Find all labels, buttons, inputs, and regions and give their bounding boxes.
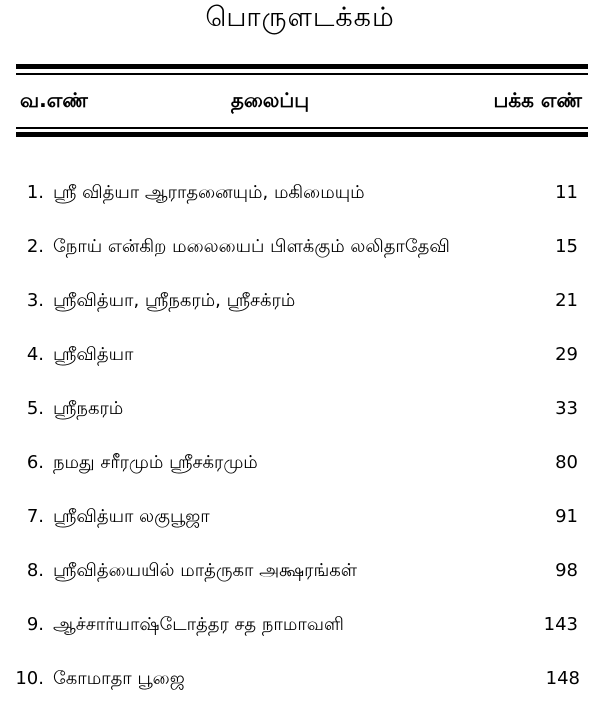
entry-title: ஸ்ரீவித்யா லகுபூஜா <box>53 506 210 527</box>
entry-page: 29 <box>555 344 578 365</box>
entry-title: ஸ்ரீவித்யா <box>53 344 134 365</box>
toc-entry <box>0 280 600 334</box>
entry-title: ஆச்சார்யாஷ்டோத்தர சத நாமாவளி <box>53 614 344 635</box>
column-header-page: பக்க எண் <box>493 88 582 112</box>
toc-entry <box>0 334 600 388</box>
entry-page: 80 <box>555 452 578 473</box>
entry-number: 4. <box>26 344 44 365</box>
column-header-title: தலைப்பு <box>230 88 310 112</box>
entry-title: ஸ்ரீ வித்யா ஆராதனையும், மகிமையும் <box>53 182 365 203</box>
entry-page: 15 <box>555 236 578 257</box>
entry-title: நமது சரீரமும் ஸ்ரீசக்ரமும் <box>53 452 258 473</box>
toc-entry <box>0 550 600 604</box>
header-top-thick-rule <box>16 64 588 69</box>
toc-list <box>0 172 600 712</box>
entry-number: 1. <box>26 182 44 203</box>
header-bottom-thin-rule <box>16 127 588 129</box>
toc-entry <box>0 172 600 226</box>
entry-number: 3. <box>26 290 44 311</box>
entry-page: 33 <box>555 398 578 419</box>
entry-title: ஸ்ரீநகரம் <box>53 398 124 419</box>
entry-number: 10. <box>15 668 44 689</box>
entry-number: 8. <box>26 560 44 581</box>
column-header-number: வ.எண் <box>20 88 88 112</box>
toc-entry <box>0 442 600 496</box>
entry-page: 11 <box>555 182 578 203</box>
toc-entry <box>0 226 600 280</box>
toc-entry <box>0 658 600 712</box>
toc-entry <box>0 388 600 442</box>
entry-page: 91 <box>555 506 578 527</box>
entry-title: நோய் என்கிற மலையைப் பிளக்கும் லலிதாதேவி <box>53 236 450 257</box>
entry-page: 21 <box>555 290 578 311</box>
entry-number: 5. <box>26 398 44 419</box>
entry-page: 148 <box>545 668 580 689</box>
entry-title: கோமாதா பூஜை <box>53 668 185 689</box>
header-bottom-thick-rule <box>16 132 588 137</box>
toc-entry <box>0 496 600 550</box>
entry-title: ஸ்ரீவித்யா, ஸ்ரீநகரம், ஸ்ரீசக்ரம் <box>53 290 296 311</box>
entry-page: 98 <box>555 560 578 581</box>
entry-number: 2. <box>26 236 44 257</box>
entry-page: 143 <box>543 614 578 635</box>
toc-entry <box>0 604 600 658</box>
entry-number: 9. <box>26 614 44 635</box>
entry-title: ஸ்ரீவித்யையில் மாத்ருகா அக்ஷரங்கள் <box>53 560 357 581</box>
header-top-thin-rule <box>16 73 588 75</box>
entry-number: 7. <box>26 506 44 527</box>
entry-number: 6. <box>26 452 44 473</box>
page-title: பொருளடக்கம் <box>205 2 395 33</box>
